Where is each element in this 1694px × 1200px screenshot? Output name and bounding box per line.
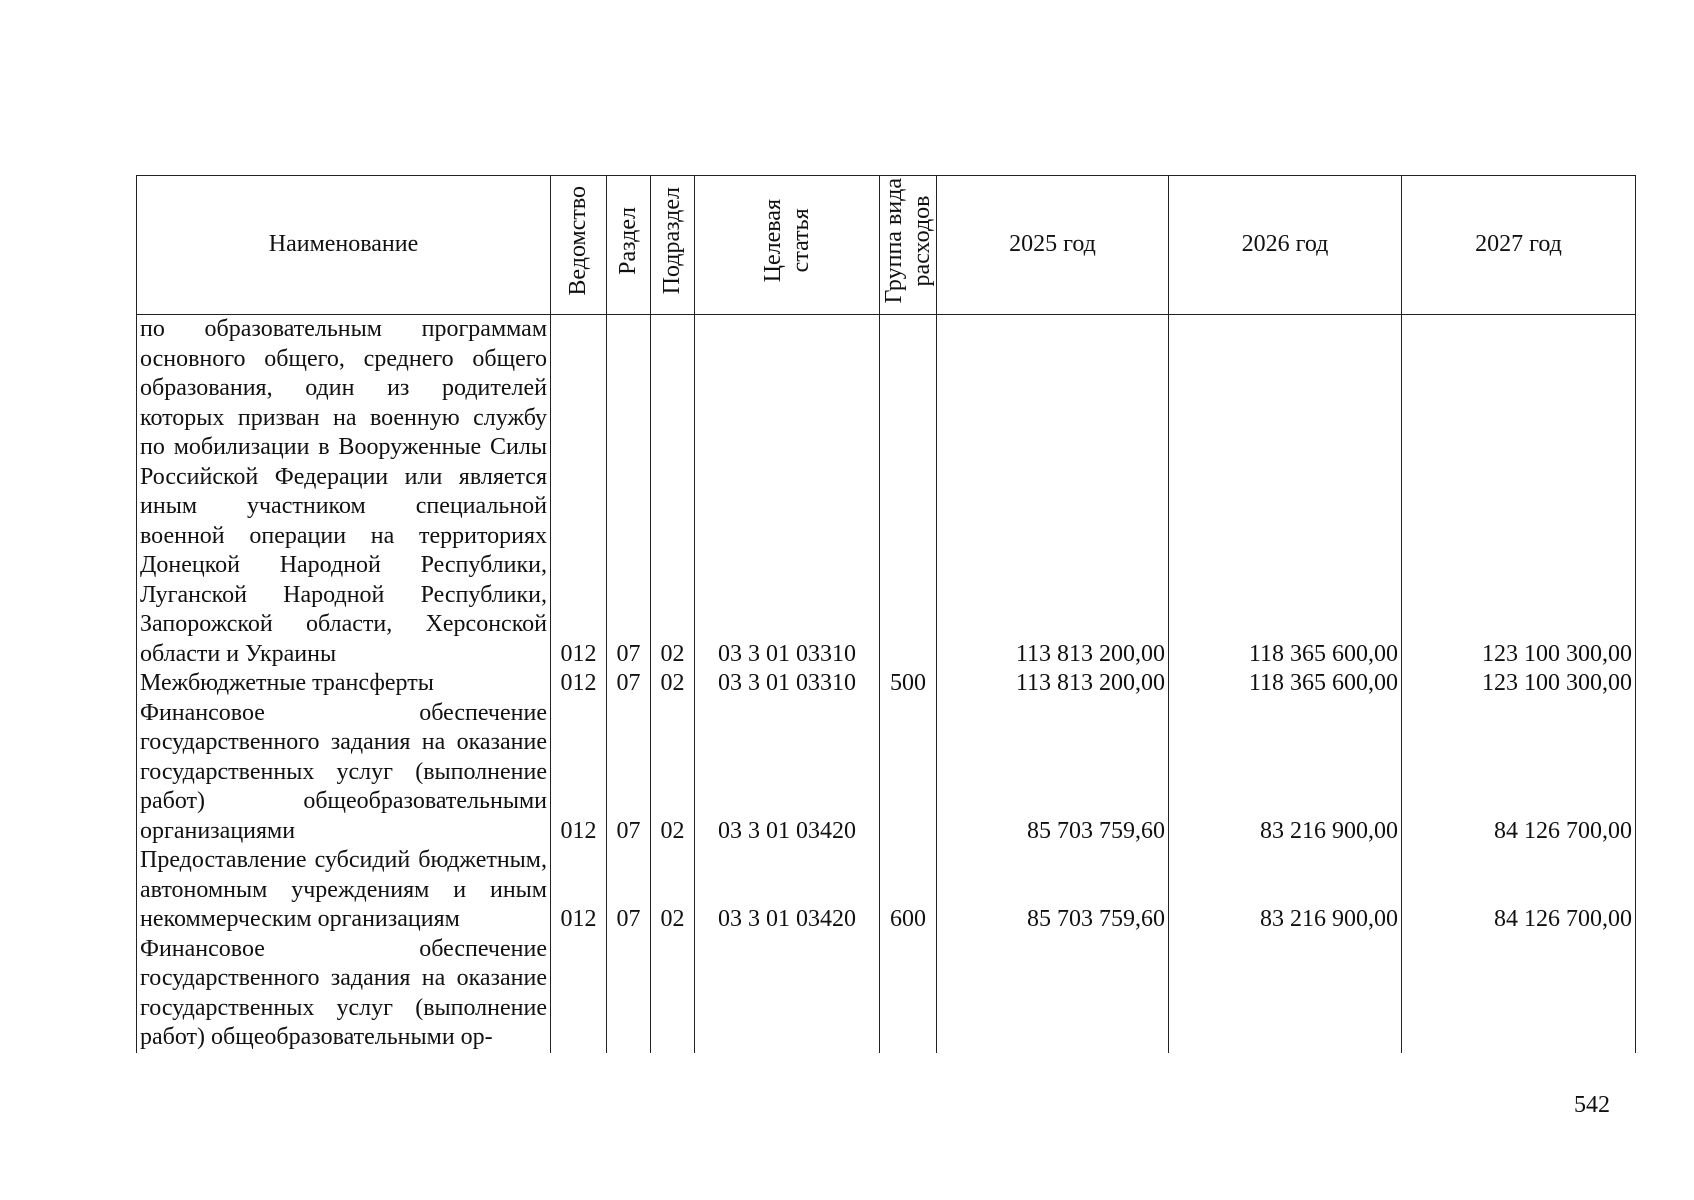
row-group (880, 315, 937, 670)
row-name: Финансовое обеспечение государственного задания на оказание государственных услуг (выполнение работ) общеобразовательными ор- (137, 935, 551, 1053)
header-year-2026: 2026 год (1169, 176, 1402, 315)
row-name: по образовательным программам основного общего, среднего общего образования, один из родителей которых призван на военную службу по мобилизации в Вооруженные Силы Российской Федерации или является иным участником специальной военной операции на территориях Донецкой Народной Республики, Луганской Народной Республики, Запорожской области, Херсонской области и Украины (137, 315, 551, 670)
row-target: 03 3 01 03420 (695, 699, 880, 847)
row-name: Финансовое обеспечение государственного задания на оказание государственных услуг (выполнение работ) общеобразовательными организациями (137, 699, 551, 847)
page-number: 542 (1574, 1092, 1610, 1118)
row-name: Межбюджетные трансферты (137, 669, 551, 699)
row-amount-2026: 83 216 900,00 (1169, 846, 1402, 935)
row-subsection: 02 (651, 669, 695, 699)
row-amount-2025: 113 813 200,00 (937, 315, 1169, 670)
row-group: 600 (880, 846, 937, 935)
table-header-row (137, 176, 1636, 315)
row-amount-2026: 83 216 900,00 (1169, 699, 1402, 847)
row-section: 07 (607, 846, 651, 935)
row-target: 03 3 01 03310 (695, 315, 880, 670)
row-subsection: 02 (651, 699, 695, 847)
row-amount-2027: 84 126 700,00 (1402, 846, 1636, 935)
row-group (880, 935, 937, 1053)
row-amount-2027: 84 126 700,00 (1402, 699, 1636, 847)
header-year-2027: 2027 год (1402, 176, 1636, 315)
row-subsection (651, 935, 695, 1053)
row-group (880, 699, 937, 847)
row-amount-2027 (1402, 935, 1636, 1053)
header-section: Раздел (607, 176, 651, 315)
row-section: 07 (607, 699, 651, 847)
row-target (695, 935, 880, 1053)
row-group: 500 (880, 669, 937, 699)
row-target: 03 3 01 03420 (695, 846, 880, 935)
header-subsection: Подраздел (651, 176, 695, 315)
row-subsection: 02 (651, 846, 695, 935)
row-amount-2025: 113 813 200,00 (937, 669, 1169, 699)
row-amount-2025: 85 703 759,60 (937, 846, 1169, 935)
budget-table (136, 175, 1636, 1053)
header-target-article: Целевая статья (695, 176, 880, 315)
row-target: 03 3 01 03310 (695, 669, 880, 699)
row-section: 07 (607, 315, 651, 670)
row-amount-2025: 85 703 759,60 (937, 699, 1169, 847)
header-year-2025: 2025 год (937, 176, 1169, 315)
header-expense-group: Группа вида расходов (880, 176, 937, 315)
row-amount-2026: 118 365 600,00 (1169, 669, 1402, 699)
table-row (137, 699, 1636, 847)
row-department: 012 (551, 699, 607, 847)
row-amount-2026: 118 365 600,00 (1169, 315, 1402, 670)
row-department (551, 935, 607, 1053)
row-amount-2026 (1169, 935, 1402, 1053)
table-row (137, 846, 1636, 935)
row-name: Предоставление субсидий бюджетным, автономным учреждениям и иным некоммерческим организациям (137, 846, 551, 935)
row-section: 07 (607, 669, 651, 699)
row-department: 012 (551, 669, 607, 699)
row-amount-2027: 123 100 300,00 (1402, 315, 1636, 670)
row-subsection: 02 (651, 315, 695, 670)
table-row (137, 315, 1636, 670)
row-department: 012 (551, 846, 607, 935)
header-name: Наименование (137, 176, 551, 315)
row-amount-2027: 123 100 300,00 (1402, 669, 1636, 699)
table-row (137, 935, 1636, 1053)
row-amount-2025 (937, 935, 1169, 1053)
table-row (137, 669, 1636, 699)
header-department: Ведомство (551, 176, 607, 315)
row-section (607, 935, 651, 1053)
row-department: 012 (551, 315, 607, 670)
